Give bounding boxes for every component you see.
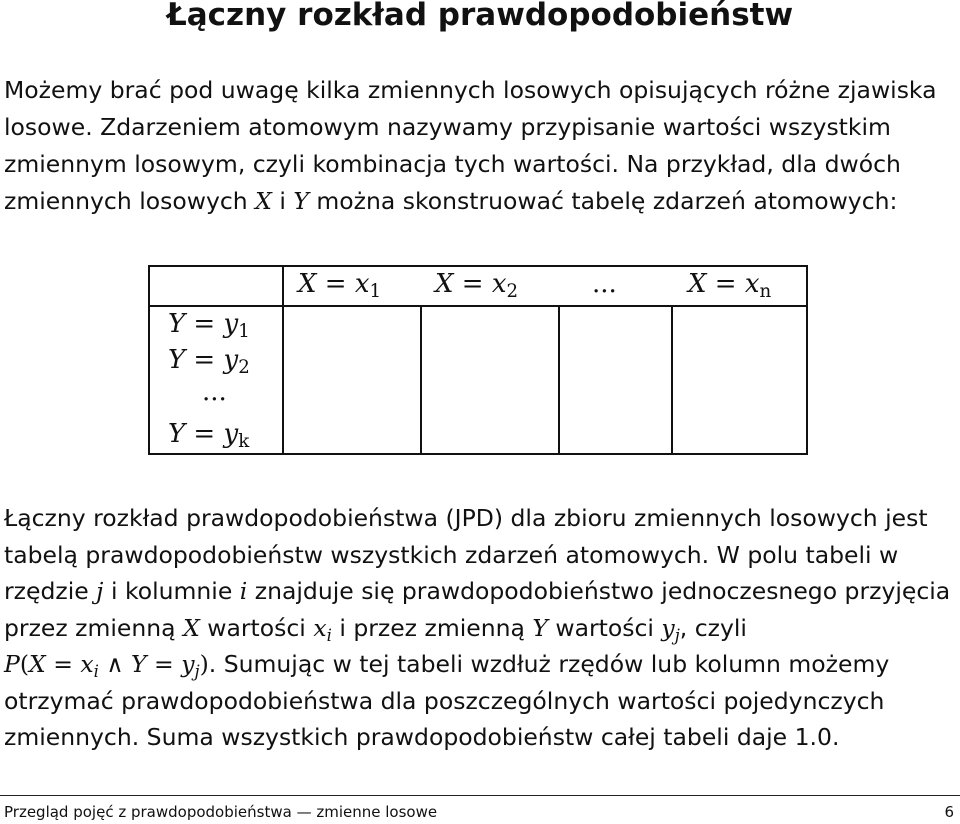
value-yj: $y_j$: [661, 613, 680, 645]
atomic-events-table: [148, 265, 808, 455]
intro-text-3: można skonstruować tabelę zdarzeń atomowych:: [308, 187, 898, 215]
jpd-text-6: wartości: [547, 613, 662, 642]
jpd-text-8: . Sumując w tej tabeli wzdłuż rzędów lub kolumn możemy otrzymać prawdopodobieństwa dla poszczególnych wartości pojedynczych zmiennych. Suma wszystkich prawdopodobieństw całej tabeli daje 1.0.: [4, 650, 890, 751]
variable-y: Y: [293, 187, 309, 215]
footer-divider: [0, 795, 960, 796]
column-header: $X = x_n$: [688, 269, 772, 302]
variable-x: X: [183, 613, 200, 642]
row-header: $Y = y_1$: [168, 309, 250, 342]
column-header: $X = x_1$: [298, 269, 382, 302]
jpd-text-4: wartości: [199, 613, 314, 642]
value-xi: $x_i$: [313, 613, 332, 645]
column-header-ellipsis: ...: [592, 269, 617, 299]
footer-title: Przegląd pojęć z prawdopodobieństwa — zmienne losowe: [4, 803, 438, 821]
jpd-text-2: i kolumnie: [103, 577, 240, 605]
row-header-ellipsis: ...: [202, 377, 227, 407]
jpd-text-5: i przez zmienną: [331, 613, 533, 642]
column-header: $X = x_2$: [435, 269, 519, 302]
jpd-text-1: Łączny rozkład prawdopodobieństwa (JPD) dla zbioru zmiennych losowych jest tabelą prawdopodobieństw wszystkich zdarzeń atomowych. W polu tabeli w rzędzie: [4, 504, 928, 605]
intro-paragraph: [4, 72, 956, 220]
row-header: $Y = y_k$: [168, 419, 250, 452]
intro-text-1: Możemy brać pod uwagę kilka zmiennych losowych opisujących różne zjawiska losowe. Zdarzeniem atomowym nazywamy przypisanie wartości wszystkim zmiennym losowym, czyli kombinacja tych wartości. Na przykład, dla dwóch zmiennych losowych: [4, 76, 937, 215]
variable-y: Y: [532, 613, 548, 642]
page-title: Łączny rozkład prawdopodobieństw: [166, 0, 794, 33]
intro-text-2: i: [271, 187, 294, 215]
row-header: $Y = y_2$: [168, 345, 250, 378]
probability-formula: $P(X = x_i$ ∧ $Y = y_j$): [4, 650, 209, 681]
jpd-text-7: , czyli: [679, 613, 747, 642]
jpd-text-3: znajduje się prawdopodobieństwo jednoczesnego przyjęcia przez zmienną: [4, 577, 951, 642]
jpd-paragraph: [4, 500, 956, 756]
index-j: j: [96, 577, 104, 605]
index-i: i: [239, 577, 248, 605]
variable-x: X: [255, 187, 272, 215]
page-number: 6: [944, 803, 954, 821]
